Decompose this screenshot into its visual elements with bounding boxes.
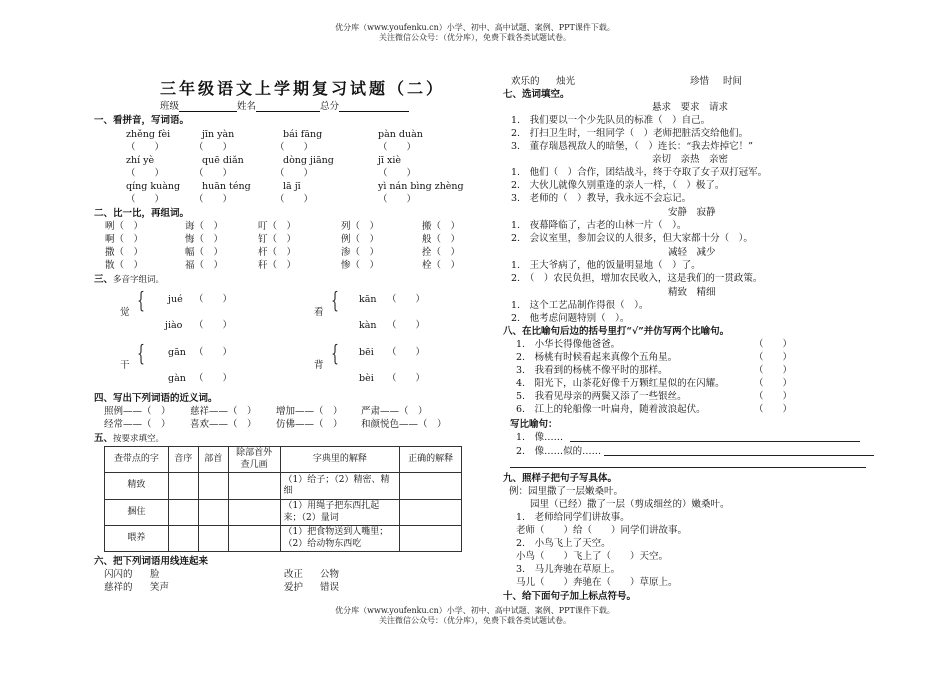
answer-blank[interactable]: （ ） <box>126 142 165 153</box>
table-header-cell: 部首 <box>198 447 228 473</box>
table-cell-word: 精致 <box>105 473 169 500</box>
page-footer-line-1: 优分库（www.youfenku.cn）小学、初中、高中试题、案例、PPT课件下载。 <box>335 606 615 615</box>
table-cell-input[interactable] <box>198 526 228 552</box>
table-cell-input[interactable] <box>228 473 280 500</box>
table-cell-input[interactable] <box>228 526 280 552</box>
compare-item: 幅（ ） <box>185 247 224 258</box>
synonym-item: 和颜悦色——（ ） <box>361 419 447 430</box>
fill-item: 2. 会议室里，参加会议的人很多，但大家都十分（ ）。 <box>511 233 753 244</box>
page-header-line-2: 关注微信公众号：（优分库），免费下载各类试题试卷。 <box>379 33 571 42</box>
polyphone-char: 干 <box>120 360 130 371</box>
synonym-item: 喜欢——（ ） <box>190 419 257 430</box>
check-bracket[interactable]: （ ） <box>754 352 793 363</box>
table-row <box>105 473 462 500</box>
compare-item: 般（ ） <box>422 234 461 245</box>
table-row <box>105 500 462 526</box>
answer-blank[interactable]: （ ） <box>387 373 426 384</box>
pinyin: zhí yè <box>126 155 155 166</box>
answer-blank[interactable]: （ ） <box>275 142 314 153</box>
match-word[interactable]: 爱护 <box>284 582 304 593</box>
table-header-cell: 正确的解释 <box>400 447 462 473</box>
answer-blank[interactable]: （ ） <box>194 347 233 358</box>
polyphone-char: 觉 <box>120 307 130 318</box>
compare-item: 咧（ ） <box>105 221 144 232</box>
answer-blank[interactable]: （ ） <box>194 320 233 331</box>
table-row <box>105 526 462 552</box>
pinyin: gàn <box>168 373 186 384</box>
section-5-number: 五、 <box>94 433 114 444</box>
score-field[interactable] <box>339 102 409 112</box>
section-9-heading: 九、照样子把句子写具体。 <box>503 473 618 484</box>
synonym-item: 增加——（ ） <box>276 406 343 417</box>
simile-write-item: 2. 像……似的…… <box>516 446 602 457</box>
compare-item: 叮（ ） <box>258 221 297 232</box>
match-word[interactable]: 珍惜 <box>690 76 710 87</box>
compare-item: 悔（ ） <box>185 234 224 245</box>
pinyin: gān <box>168 347 186 358</box>
practice-blank-sentence[interactable]: 马儿（ ）奔驰在（ ）草原上。 <box>516 577 678 588</box>
word-choices: 亲切 亲热 亲密 <box>652 154 729 165</box>
match-word[interactable]: 烛光 <box>556 76 576 87</box>
brace-icon: { <box>331 342 339 367</box>
section-5-heading <box>94 433 164 444</box>
synonym-item: 仿佛——（ ） <box>276 419 343 430</box>
table-header-cell: 查带点的字 <box>105 447 169 473</box>
page-header-line-1: 优分库（www.youfenku.cn）小学、初中、高中试题、案例、PPT课件下载。 <box>335 23 615 32</box>
table-cell-input[interactable] <box>168 526 198 552</box>
pinyin: lā jī <box>283 181 301 192</box>
simile-item: 4. 阳光下，山茶花好像千万颗红星似的在闪耀。 <box>516 378 725 389</box>
pinyin: dòng jiāng <box>283 155 334 166</box>
name-label: 姓名 <box>237 101 257 112</box>
compare-item: 例（ ） <box>341 234 380 245</box>
fill-item: 2. （ ）农民负担，增加农民收入，这是我们的一贯政策。 <box>511 273 763 284</box>
simile-item: 6. 江上的轮船像一叶扁舟，随着波浪起伏。 <box>516 404 706 415</box>
answer-blank[interactable]: （ ） <box>194 168 233 179</box>
pinyin: quē diǎn <box>202 155 244 166</box>
compare-item: 拴（ ） <box>422 247 461 258</box>
pinyin: jué <box>168 294 183 305</box>
answer-blank[interactable]: （ ） <box>194 194 233 205</box>
compare-item: 散（ ） <box>105 260 144 271</box>
fill-item: 1. 夜幕降临了，古老的山林一片（ ）。 <box>511 220 687 231</box>
match-word[interactable]: 时间 <box>723 76 743 87</box>
synonym-item: 照例——（ ） <box>104 406 171 417</box>
table-cell-definition: （1）用绳子把东西扎起来；（2）量词 <box>280 500 400 526</box>
answer-blank[interactable]: （ ） <box>275 194 314 205</box>
pinyin: bèi <box>359 373 374 384</box>
synonym-item: 慈祥——（ ） <box>190 406 257 417</box>
answer-blank[interactable]: （ ） <box>378 168 417 179</box>
dictionary-table <box>104 446 462 552</box>
section-4-heading: 四、写出下列词语的近义词。 <box>94 393 218 404</box>
fill-item: 1. 我们要以一个少先队员的标准（ ）自己。 <box>511 115 711 126</box>
check-bracket[interactable]: （ ） <box>754 339 793 350</box>
match-word[interactable]: 慈祥的 <box>104 582 133 593</box>
class-field[interactable] <box>179 102 237 112</box>
check-bracket[interactable]: （ ） <box>754 378 793 389</box>
pinyin: yì nán bìng zhèng <box>378 181 464 192</box>
table-cell-input[interactable] <box>168 473 198 500</box>
table-header-row <box>105 447 462 473</box>
fill-item: 2. 他考虑问题特别（ ）。 <box>511 313 630 324</box>
match-word[interactable]: 改正 <box>284 569 304 580</box>
brace-icon: { <box>137 289 145 314</box>
synonym-item: 经常——（ ） <box>104 419 171 430</box>
section-3-note: 多音字组词。 <box>113 275 165 285</box>
synonym-item: 严肃——（ ） <box>361 406 428 417</box>
compare-item: 钉（ ） <box>258 234 297 245</box>
pinyin: jī xiè <box>378 155 402 166</box>
section-3-number: 三、 <box>94 274 114 285</box>
section-6-heading: 六、把下列词语用线连起来 <box>94 556 209 567</box>
table-cell-input[interactable] <box>168 500 198 526</box>
practice-blank-sentence[interactable]: 小鸟（ ）飞上了（ ）天空。 <box>516 551 669 562</box>
fill-item: 1. 这个工艺品制作得很（ ）。 <box>511 300 649 311</box>
practice-blank-sentence[interactable]: 老师（ ）给（ ）同学们讲故事。 <box>516 525 688 536</box>
answer-line[interactable] <box>570 441 860 442</box>
table-cell-word: 捆住 <box>105 500 169 526</box>
word-choices: 精致 精细 <box>668 287 716 298</box>
answer-blank[interactable]: （ ） <box>387 320 426 331</box>
practice-sentence: 2. 小鸟飞上了天空。 <box>516 538 611 549</box>
match-word[interactable]: 闪闪的 <box>104 569 133 580</box>
pinyin: kàn <box>359 320 377 331</box>
pinyin: qíng kuàng <box>126 181 181 192</box>
table-cell-input[interactable] <box>400 473 462 500</box>
compare-item: 杆（ ） <box>258 247 297 258</box>
match-word[interactable]: 笑声 <box>150 582 170 593</box>
simile-item: 5. 我看见母亲的两鬓又添了一些银丝。 <box>516 391 687 402</box>
match-word[interactable]: 公物 <box>320 569 340 580</box>
example-sentence-expanded: 园里（已经）撒了一层（剪成细丝的）嫩桑叶。 <box>530 499 730 510</box>
answer-blank[interactable]: （ ） <box>387 347 426 358</box>
table-header-cell: 音序 <box>168 447 198 473</box>
answer-line[interactable] <box>510 467 866 468</box>
pinyin: bái fāng <box>283 129 323 140</box>
compare-item: 渗（ ） <box>341 247 380 258</box>
section-5-note: 按要求填空。 <box>113 434 165 444</box>
check-bracket[interactable]: （ ） <box>754 404 793 415</box>
simile-item: 1. 小华长得像他爸爸。 <box>516 339 621 350</box>
word-choices: 安静 寂静 <box>668 207 716 218</box>
pinyin: huān téng <box>202 181 251 192</box>
fill-item: 2. 大伙儿就像久别重逢的亲人一样，（ ）极了。 <box>511 180 725 191</box>
table-cell-input[interactable] <box>198 473 228 500</box>
table-cell-definition: （1）把食物送到人嘴里；（2）给动物东西吃 <box>280 526 400 552</box>
section-1-heading: 一、看拼音，写词语。 <box>94 115 190 126</box>
name-field[interactable] <box>256 102 320 112</box>
compare-item: 啊（ ） <box>105 234 144 245</box>
simile-item: 3. 我看到的杨桃不像平时的那样。 <box>516 365 668 376</box>
section-10-heading: 十、给下面句子加上标点符号。 <box>503 591 637 602</box>
practice-sentence: 1. 老师给同学们讲故事。 <box>516 512 630 523</box>
check-bracket[interactable]: （ ） <box>754 391 793 402</box>
match-word[interactable]: 脸 <box>150 569 160 580</box>
section-2-heading: 二、比一比，再组词。 <box>94 208 190 219</box>
class-label: 班级 <box>160 101 180 112</box>
section-8-heading: 八、在比喻句后边的括号里打“√”并仿写两个比喻句。 <box>503 326 730 337</box>
answer-blank[interactable]: （ ） <box>194 142 233 153</box>
compare-item: 秆（ ） <box>258 260 297 271</box>
match-word[interactable]: 错误 <box>320 582 340 593</box>
compare-item: 栓（ ） <box>422 260 461 271</box>
compare-item: 撒（ ） <box>105 247 144 258</box>
compare-item: 福（ ） <box>185 260 224 271</box>
brace-icon: { <box>137 342 145 367</box>
answer-blank[interactable]: （ ） <box>194 294 233 305</box>
pinyin: zhěng fèi <box>126 129 171 140</box>
section-7-heading: 七、选词填空。 <box>503 89 570 100</box>
polyphone-char: 背 <box>314 360 324 371</box>
table-header-cell: 除部首外查几画 <box>228 447 280 473</box>
compare-item: 搬（ ） <box>422 221 461 232</box>
pinyin: pàn duàn <box>378 129 423 140</box>
answer-blank[interactable]: （ ） <box>126 194 165 205</box>
simile-write-label: 写比喻句： <box>510 419 558 430</box>
table-cell-input[interactable] <box>198 500 228 526</box>
simile-write-item: 1. 像…… <box>516 432 564 443</box>
answer-blank[interactable]: （ ） <box>126 168 165 179</box>
word-choices: 悬求 要求 请求 <box>652 102 729 113</box>
simile-item: 2. 杨桃有时候看起来真像个五角星。 <box>516 352 678 363</box>
answer-blank[interactable]: （ ） <box>194 373 233 384</box>
pinyin: bēi <box>359 347 374 358</box>
polyphone-char: 看 <box>314 307 324 318</box>
practice-sentence: 3. 马儿奔驰在草原上。 <box>516 564 621 575</box>
score-label: 总分 <box>320 101 340 112</box>
table-cell-input[interactable] <box>400 526 462 552</box>
pinyin: jiào <box>165 320 183 331</box>
table-cell-definition: （1）给子；（2）精密、精细 <box>280 473 400 500</box>
answer-blank[interactable]: （ ） <box>378 142 417 153</box>
fill-item: 1. 他们（ ）合作，团结战斗，终于夺取了女子双打冠军。 <box>511 167 768 178</box>
pinyin: jīn yàn <box>202 129 235 140</box>
answer-line[interactable] <box>604 455 874 456</box>
pinyin: kān <box>359 294 377 305</box>
compare-item: 列（ ） <box>341 221 380 232</box>
check-bracket[interactable]: （ ） <box>754 365 793 376</box>
table-cell-input[interactable] <box>228 500 280 526</box>
compare-item: 诲（ ） <box>185 221 224 232</box>
match-word[interactable]: 欢乐的 <box>511 76 540 87</box>
table-cell-word: 喂养 <box>105 526 169 552</box>
answer-blank[interactable]: （ ） <box>378 194 417 205</box>
fill-item: 3. 老师的（ ）教导，我永远不会忘记。 <box>511 193 692 204</box>
example-sentence: 例：园里撒了一层嫩桑叶。 <box>509 486 624 497</box>
answer-blank[interactable]: （ ） <box>387 294 426 305</box>
student-info-row <box>160 101 409 112</box>
table-cell-input[interactable] <box>400 500 462 526</box>
answer-blank[interactable]: （ ） <box>275 168 314 179</box>
section-3-heading <box>94 274 164 285</box>
page-title: 三年级语文上学期复习试题（二） <box>160 79 446 98</box>
page-footer-line-2: 关注微信公众号：（优分库），免费下载各类试题试卷。 <box>379 616 571 625</box>
compare-item: 惨（ ） <box>341 260 380 271</box>
fill-item: 2. 打扫卫生时，一组同学（ ）老师把脏活交给他们。 <box>511 128 749 139</box>
brace-icon: { <box>331 289 339 314</box>
fill-item: 3. 董存瑞恳视敌人的暗堡，（ ）连长：“我去炸掉它！” <box>511 141 754 152</box>
fill-item: 1. 王大爷病了，他的饭量明显地（ ）了。 <box>511 260 701 271</box>
table-header-cell: 字典里的解释 <box>280 447 400 473</box>
word-choices: 减轻 减少 <box>668 247 716 258</box>
